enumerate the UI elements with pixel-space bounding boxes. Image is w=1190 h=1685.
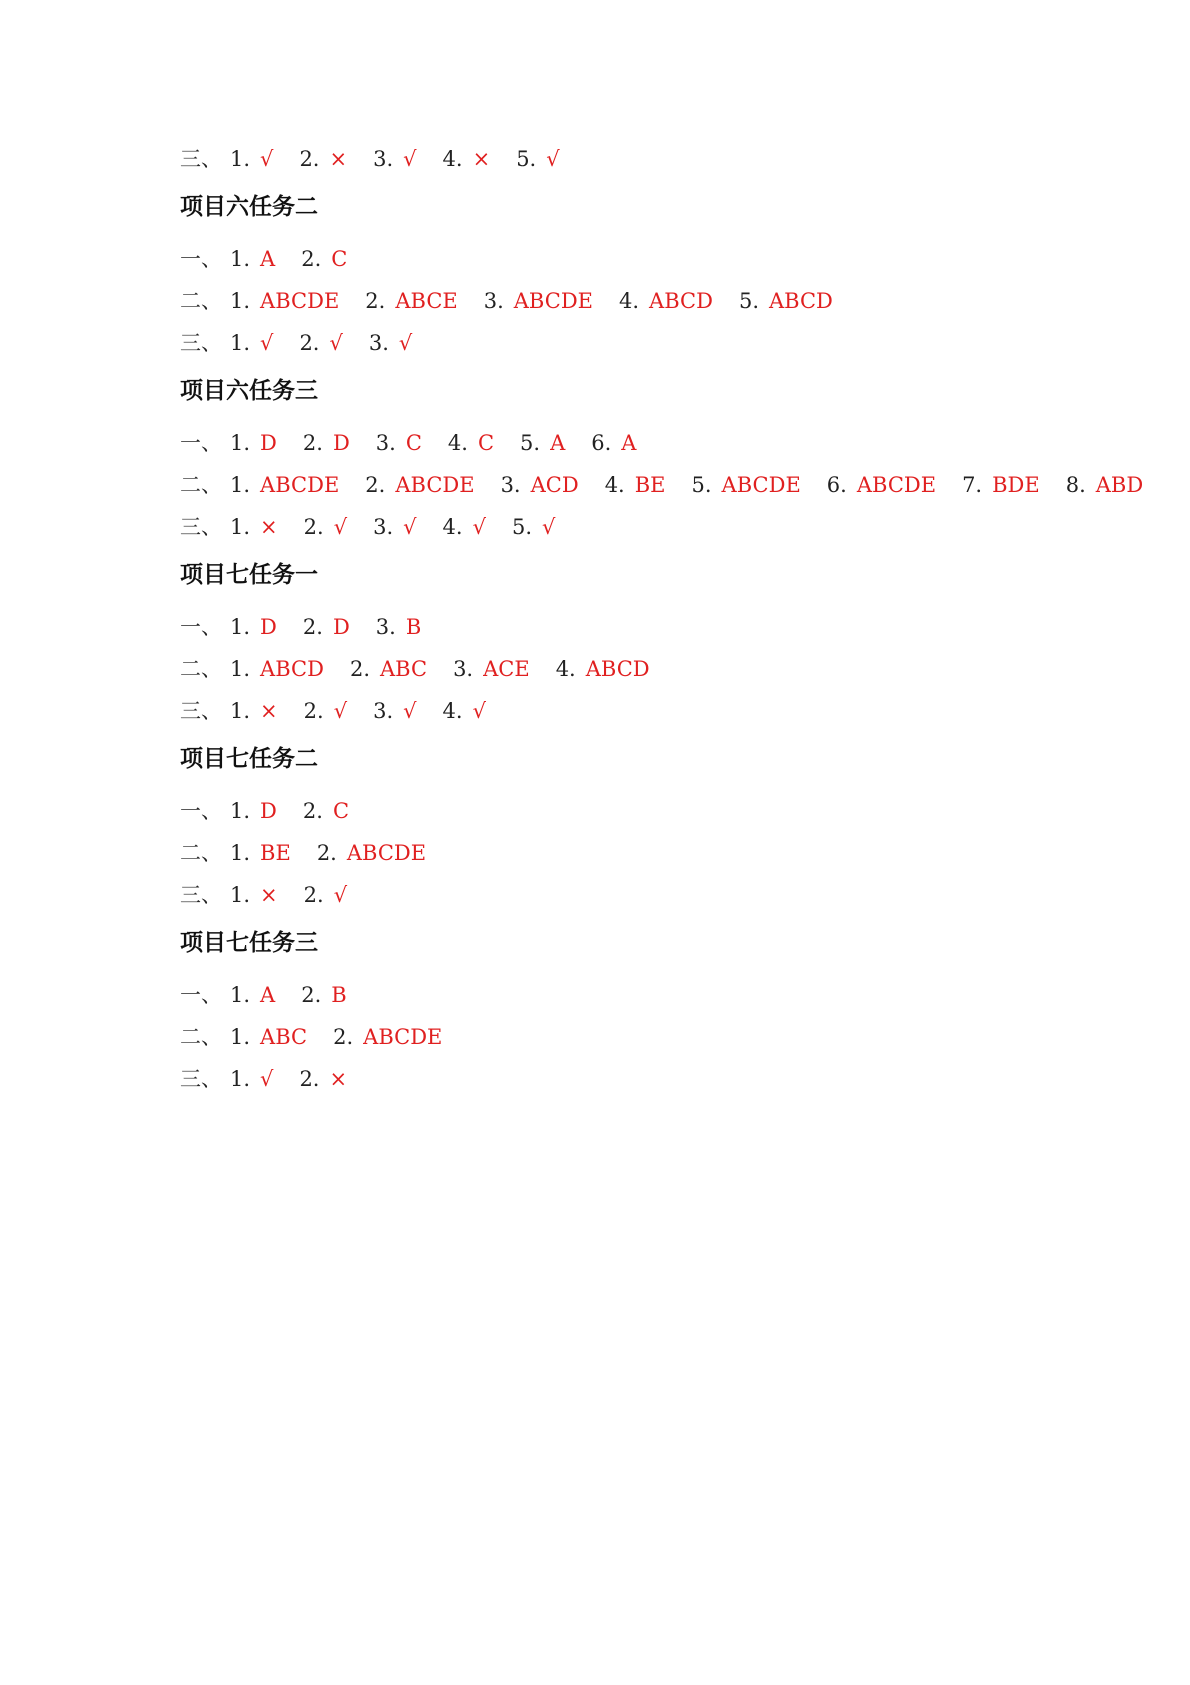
question-number: 2.	[302, 799, 323, 823]
question-number: 4.	[447, 431, 468, 455]
answer-value: √	[333, 515, 348, 539]
answer-item	[365, 468, 474, 502]
answer-item	[827, 468, 936, 502]
answer-value: √	[403, 147, 417, 171]
question-number: 4.	[555, 657, 576, 681]
answer-row	[180, 794, 375, 828]
answer-value: BE	[634, 473, 666, 497]
question-number: 2.	[299, 147, 320, 171]
answer-value: ×	[260, 883, 278, 907]
answer-item	[230, 142, 273, 176]
answer-value: ×	[329, 1067, 348, 1091]
answer-value: ABCD	[260, 657, 324, 681]
question-number: 1.	[230, 473, 251, 497]
answer-item	[484, 284, 593, 318]
section-heading: 项目六任务三	[180, 378, 318, 404]
question-number: 2.	[316, 841, 337, 865]
question-number: 5.	[691, 473, 712, 497]
answer-value: √	[542, 515, 556, 539]
answer-item	[230, 284, 339, 318]
question-number: 2.	[303, 699, 324, 723]
answer-value: B	[331, 983, 347, 1007]
question-number: 1.	[230, 515, 251, 539]
answer-row	[180, 510, 581, 544]
answer-item	[230, 978, 275, 1012]
question-number: 2.	[303, 883, 324, 907]
answer-item	[230, 468, 339, 502]
answer-value: √	[333, 699, 348, 723]
answer-value: A	[260, 983, 276, 1007]
answer-row	[180, 836, 452, 870]
question-number: 5.	[516, 147, 537, 171]
answer-item	[365, 284, 457, 318]
answer-value: ABC	[380, 657, 428, 681]
question-number: 1.	[230, 431, 251, 455]
answer-value: C	[331, 247, 348, 271]
question-number: 2.	[333, 1025, 354, 1049]
answer-item	[619, 284, 713, 318]
answer-value: D	[260, 431, 277, 455]
answer-item	[230, 510, 278, 544]
answer-value: C	[477, 431, 495, 455]
question-number: 3.	[500, 473, 521, 497]
answer-item	[304, 694, 347, 728]
question-type-prefix: 一、	[180, 431, 222, 455]
question-number: 1.	[230, 841, 251, 865]
question-number: 1.	[230, 1025, 251, 1049]
answer-item	[376, 610, 421, 644]
question-type-prefix: 三、	[180, 699, 222, 723]
question-type-prefix: 二、	[180, 473, 222, 497]
question-number: 2.	[301, 983, 322, 1007]
question-number: 4.	[619, 289, 640, 313]
answer-value: √	[472, 699, 486, 723]
answer-item	[230, 426, 277, 460]
answer-item	[299, 142, 347, 176]
answer-value: ABD	[1095, 473, 1144, 497]
answer-row	[180, 978, 373, 1012]
answer-value: √	[260, 1067, 274, 1091]
answer-item	[350, 652, 427, 686]
answer-item	[448, 426, 494, 460]
question-number: 6.	[591, 431, 612, 455]
answer-item	[303, 794, 349, 828]
answer-value: ABCDE	[346, 841, 427, 865]
answer-item	[303, 610, 350, 644]
answer-value: ABCDE	[856, 473, 937, 497]
answer-item	[301, 242, 347, 276]
question-number: 8.	[1065, 473, 1086, 497]
question-number: 4.	[604, 473, 625, 497]
question-type-prefix: 二、	[180, 657, 222, 681]
question-number: 1.	[230, 799, 251, 823]
question-number: 2.	[299, 1067, 320, 1091]
question-number: 1.	[230, 615, 251, 639]
answer-value: ABC	[260, 1025, 308, 1049]
answer-item	[376, 426, 422, 460]
question-number: 1.	[230, 699, 251, 723]
answer-item	[512, 510, 555, 544]
question-type-prefix: 二、	[180, 1025, 222, 1049]
answer-item	[692, 468, 801, 502]
answer-item	[230, 836, 291, 870]
answer-row	[180, 1020, 468, 1054]
answer-value: ABCDE	[363, 1025, 443, 1049]
answer-value: A	[621, 431, 637, 455]
answer-value: √	[333, 883, 348, 907]
answer-value: D	[332, 431, 350, 455]
answer-item	[301, 978, 346, 1012]
answer-value: √	[260, 331, 274, 355]
answer-value: √	[329, 331, 343, 355]
question-number: 1.	[230, 331, 251, 355]
question-number: 1.	[230, 1067, 251, 1091]
answer-row	[180, 284, 859, 318]
question-number: 5.	[511, 515, 533, 539]
answer-item	[230, 794, 277, 828]
question-number: 3.	[373, 147, 394, 171]
question-number: 1.	[230, 883, 251, 907]
answer-value: √	[398, 331, 413, 355]
answer-item	[230, 1062, 273, 1096]
question-number: 7.	[962, 473, 983, 497]
question-number: 1.	[230, 657, 251, 681]
answer-item	[453, 652, 530, 686]
answer-item	[333, 1020, 442, 1054]
answer-item	[443, 142, 491, 176]
question-type-prefix: 一、	[180, 247, 222, 271]
answer-item	[501, 468, 579, 502]
section-heading: 项目七任务三	[180, 930, 318, 956]
question-number: 4.	[442, 147, 463, 171]
answer-item	[317, 836, 426, 870]
question-number: 4.	[442, 515, 463, 539]
answer-item	[299, 1062, 347, 1096]
question-number: 3.	[453, 657, 474, 681]
question-number: 3.	[375, 615, 396, 639]
answer-value: D	[260, 615, 277, 639]
answer-item	[230, 652, 324, 686]
answer-value: A	[260, 247, 276, 271]
question-type-prefix: 一、	[180, 615, 222, 639]
question-type-prefix: 二、	[180, 841, 222, 865]
answer-value: BE	[260, 841, 291, 865]
answer-value: √	[403, 515, 417, 539]
answer-value: ABCDE	[260, 473, 340, 497]
answer-value: ABCDE	[721, 473, 801, 497]
question-number: 3.	[373, 699, 394, 723]
answer-value: ABCD	[649, 289, 713, 313]
section-heading: 项目七任务一	[180, 562, 318, 588]
answer-item	[304, 878, 347, 912]
answer-row	[180, 326, 438, 360]
question-type-prefix: 三、	[180, 1067, 222, 1091]
answer-item	[373, 694, 416, 728]
answer-row	[180, 1062, 373, 1096]
answer-value: √	[260, 147, 274, 171]
question-type-prefix: 三、	[180, 883, 222, 907]
question-number: 2.	[303, 515, 324, 539]
answer-row	[180, 468, 1169, 502]
answer-item	[230, 1020, 307, 1054]
answer-value: B	[405, 615, 422, 639]
answer-item	[739, 284, 833, 318]
answer-item	[230, 694, 278, 728]
answer-item	[299, 326, 342, 360]
answer-item	[962, 468, 1040, 502]
answer-row	[180, 426, 662, 460]
answer-value: ABCE	[395, 289, 458, 313]
answer-value: ×	[329, 147, 348, 171]
answer-item	[520, 426, 565, 460]
question-type-prefix: 一、	[180, 983, 222, 1007]
question-number: 5.	[520, 431, 541, 455]
question-number: 3.	[373, 515, 394, 539]
answer-item	[373, 142, 416, 176]
answer-item	[443, 510, 486, 544]
question-number: 3.	[483, 289, 504, 313]
answer-value: ×	[260, 515, 278, 539]
answer-value: ABCDE	[395, 473, 475, 497]
question-type-prefix: 一、	[180, 799, 222, 823]
question-type-prefix: 三、	[180, 147, 222, 171]
question-type-prefix: 三、	[180, 515, 222, 539]
answer-row	[180, 652, 676, 686]
question-type-prefix: 三、	[180, 331, 222, 355]
answer-row	[180, 142, 586, 176]
answer-row	[180, 878, 373, 912]
answer-value: A	[550, 431, 566, 455]
question-number: 2.	[302, 615, 323, 639]
answer-value: C	[405, 431, 422, 455]
answer-item	[303, 426, 350, 460]
question-number: 5.	[738, 289, 759, 313]
answer-value: ×	[472, 147, 491, 171]
answer-value: ABCDE	[513, 289, 593, 313]
answer-row	[180, 242, 373, 276]
answer-item	[1066, 468, 1143, 502]
answer-item	[516, 142, 559, 176]
answer-item	[556, 652, 650, 686]
answer-value: √	[472, 515, 486, 539]
question-type-prefix: 二、	[180, 289, 222, 313]
question-number: 1.	[230, 289, 251, 313]
answer-item	[443, 694, 486, 728]
answer-item	[230, 878, 278, 912]
question-number: 2.	[299, 331, 320, 355]
answer-value: C	[332, 799, 350, 823]
answer-item	[373, 510, 416, 544]
answer-value: D	[260, 799, 277, 823]
question-number: 1.	[230, 983, 251, 1007]
answer-item	[230, 326, 273, 360]
question-number: 2.	[365, 473, 386, 497]
question-number: 1.	[230, 247, 251, 271]
answer-row	[180, 694, 512, 728]
question-number: 4.	[442, 699, 463, 723]
question-number: 2.	[302, 431, 323, 455]
answer-value: ABCD	[585, 657, 650, 681]
question-number: 2.	[301, 247, 322, 271]
answer-row	[180, 610, 447, 644]
answer-item	[304, 510, 347, 544]
section-heading: 项目七任务二	[180, 746, 318, 772]
answer-item	[230, 242, 275, 276]
answer-value: BDE	[992, 473, 1040, 497]
question-number: 2.	[365, 289, 386, 313]
answer-item	[591, 426, 636, 460]
answer-value: D	[332, 615, 350, 639]
answer-value: √	[546, 147, 560, 171]
question-number: 1.	[230, 147, 251, 171]
answer-value: ×	[260, 699, 278, 723]
answer-value: ABCD	[769, 289, 833, 313]
answer-item	[369, 326, 412, 360]
answer-value: ABCDE	[260, 289, 340, 313]
question-number: 6.	[826, 473, 847, 497]
answer-value: ACD	[530, 473, 579, 497]
question-number: 2.	[349, 657, 370, 681]
answer-value: √	[403, 699, 417, 723]
answer-value: ACE	[483, 657, 530, 681]
answer-item	[605, 468, 666, 502]
section-heading: 项目六任务二	[180, 194, 318, 220]
answer-item	[230, 610, 277, 644]
question-number: 3.	[368, 331, 389, 355]
question-number: 3.	[375, 431, 396, 455]
